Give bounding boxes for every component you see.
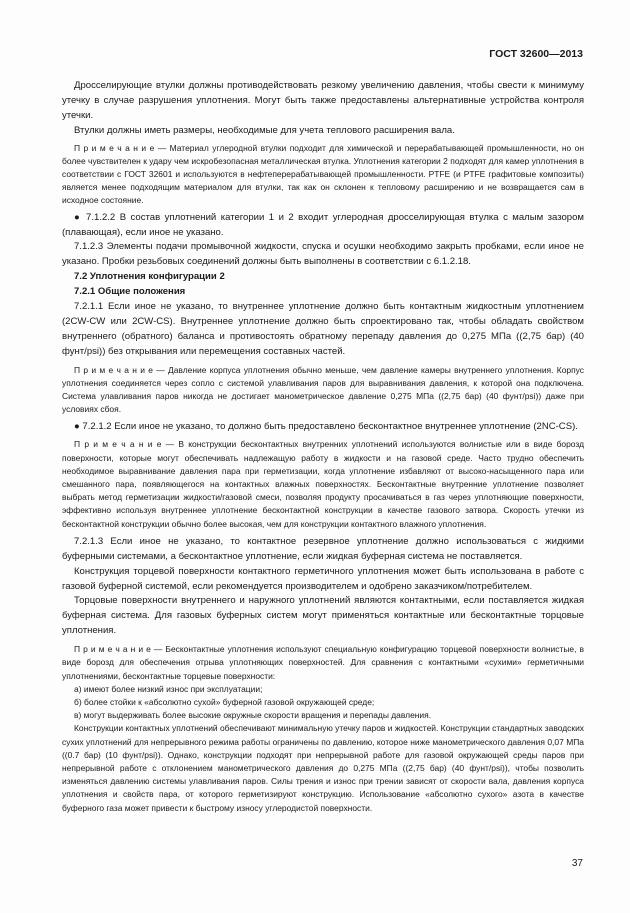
- standard-code: ГОСТ 32600—2013: [489, 48, 583, 60]
- paragraph: ● 7.2.1.2 Если иное не указано, то должно быть предоставлено бесконтактное внутреннее уплотнение (2NC-CS).: [74, 420, 578, 432]
- list-item: б) более стойки к «абсолютно сухой» буферной газовой окружающей среде;: [74, 697, 375, 707]
- note: П р и м е ч а н и е — Бесконтактные уплотнения используют специальную конфигурацию торцевой поверхности волнистые, в виде борозд для обеспечения отрыва уплотняющих поверхностей. Для сравнения с контактными «сухими» герметичными уплотнениями, бесконтактные торцевые поверхности:: [62, 644, 584, 681]
- page-body: [62, 79, 584, 815]
- paragraph: Конструкция торцевой поверхности контактного герметичного уплотнения может быть использована в работе с газовой буферной системой, если рекомендуется производителем и одобрено заказчиком/потребителем.: [62, 565, 584, 592]
- paragraph: 7.1.2.3 Элементы подачи промывочной жидкости, спуска и осушки необходимо закрыть пробками, если иное не указано. Пробки резьбовых соединений должны быть выполнены в соответствии с 6.1.2.18.: [62, 241, 584, 268]
- subsection-heading: 7.2.1 Общие положения: [74, 286, 186, 298]
- note: П р и м е ч а н и е — Давление корпуса уплотнения обычно меньше, чем давление камеры внутреннего уплотнения. Корпус уплотнения соединяется через сопло с системой улавливания паров для выравнивания давления, к которой она подключена. Система улавливания паров никогда не достигает манометрическое давление 0,275 МПа ((2,75 бар) (40 фунт/psi)) даже при условиях сбоя.: [62, 364, 584, 415]
- paragraph: Дросселирующие втулки должны противодействовать резкому увеличению давления, чтобы свести к минимуму утечку в случае разрушения уплотнения. Могут быть также предоставлены альтернативные устройства контроля утечки.: [62, 80, 584, 121]
- paragraph: Торцовые поверхности внутреннего и наружного уплотнений являются контактными, если поставляется жидкая буферная система. Для газовых буферных систем могут применяться контактные или бесконтактные торцовые уплотнения.: [62, 595, 584, 637]
- paragraph: ● 7.1.2.2 В состав уплотнений категории 1 и 2 входит углеродная дросселирующая втулка с малым зазором (плавающая), если иное не указано.: [62, 211, 584, 238]
- note-continuation: Конструкции контактных уплотнений обеспечивают минимальную утечку паров и жидкостей. Конструкции стандартных заводских сухих уплотнений для непрерывного режима работы ограничены по давлению, которое ниже манометрического давления 0,07 МПа ((0.7 бар) (10 фунт/psi)). Однако, конструкции подходят при непрерывной работе для газовой окружающей среды паров при непрерывной работе с отклонением манометрического давления до 0,275 МПа ((2,75 бар) (40 фунт/psi)), чтобы позволить изменяться давлению системы улавливания паров. Силы трения и износ при трении зависят от скорости вала, давления корпуса уплотнения и свойств пара, от которого герметизируют конструкцию. Использование «абсолютно сухого» азота в качестве буферного газа может привести к быстрому износу углеродистой поверхности.: [62, 723, 584, 813]
- paragraph: Втулки должны иметь размеры, необходимые для учета теплового расширения вала.: [74, 124, 455, 136]
- list-item: а) имеют более низкий износ при эксплуатации;: [74, 683, 263, 694]
- note: П р и м е ч а н и е — Материал углеродной втулки подходит для химической и перерабатывающей промышленности, но он более чувствителен к удару чем искробезопасная металлическая втулка. Уплотнения категории 2 подходят для камер уплотнения в соответствии с ГОСТ 32601 и используются в нефтеперерабатывающей промышленности. PTFE (и PTFE графитовые композиты) является менее подходящим материалом для втулки, так как он склонен к тепловому расширению и не возвращается сам в исходное состояние.: [62, 142, 584, 206]
- paragraph: 7.2.1.1 Если иное не указано, то внутреннее уплотнение должно быть контактным жидкостным уплотнением (2CW-CW или 2CW-CS). Внутреннее уплотнение должно быть спроектировано так, чтобы обладать свойством внутреннего (обратного) баланса и противостоять обратному перепаду давления до 0,275 МПа ((2,75 бар) (40 фунт/psi)) без открывания или перемещения составных частей.: [62, 301, 584, 357]
- section-heading: 7.2 Уплотнения конфигурации 2: [74, 271, 225, 283]
- paragraph: 7.2.1.3 Если иное не указано, то контактное резервное уплотнение должно использоваться с жидкими буферными системами, а бесконтактное уплотнение, если жидкая буферная система не поставляется.: [62, 535, 584, 562]
- note: П р и м е ч а н и е — В конструкции бесконтактных внутренних уплотнений используются волнистые или в виде борозд поверхности, которые могут обеспечивать надлежащую работу в жидкости и на газовой среде. Часто трудно обеспечить необходимое выравнивание давления пара при герметизации, когда уплотнение избавляют от высоко-насыщенного пара или смешанного пара, появляющегося на контактных влажных поверхностях. Бесконтактные внутренние уплотнение позволяет выбрать метод герметизации жидкости/газовой смеси, позволяя продукту просачиваться в газ через уплотняющие поверхности, эффективно используя внутреннее уплотнение бесконтактной конструкции в качестве газового затвора. Скорость утечки из бесконтактной конструкции обычно более высокая, чем для конструкции контактного влажного уплотнения.: [62, 439, 584, 529]
- list-item: в) могут выдерживать более высокие окружные скорости вращения и перепады давления.: [74, 710, 432, 721]
- page-number: 37: [571, 858, 583, 869]
